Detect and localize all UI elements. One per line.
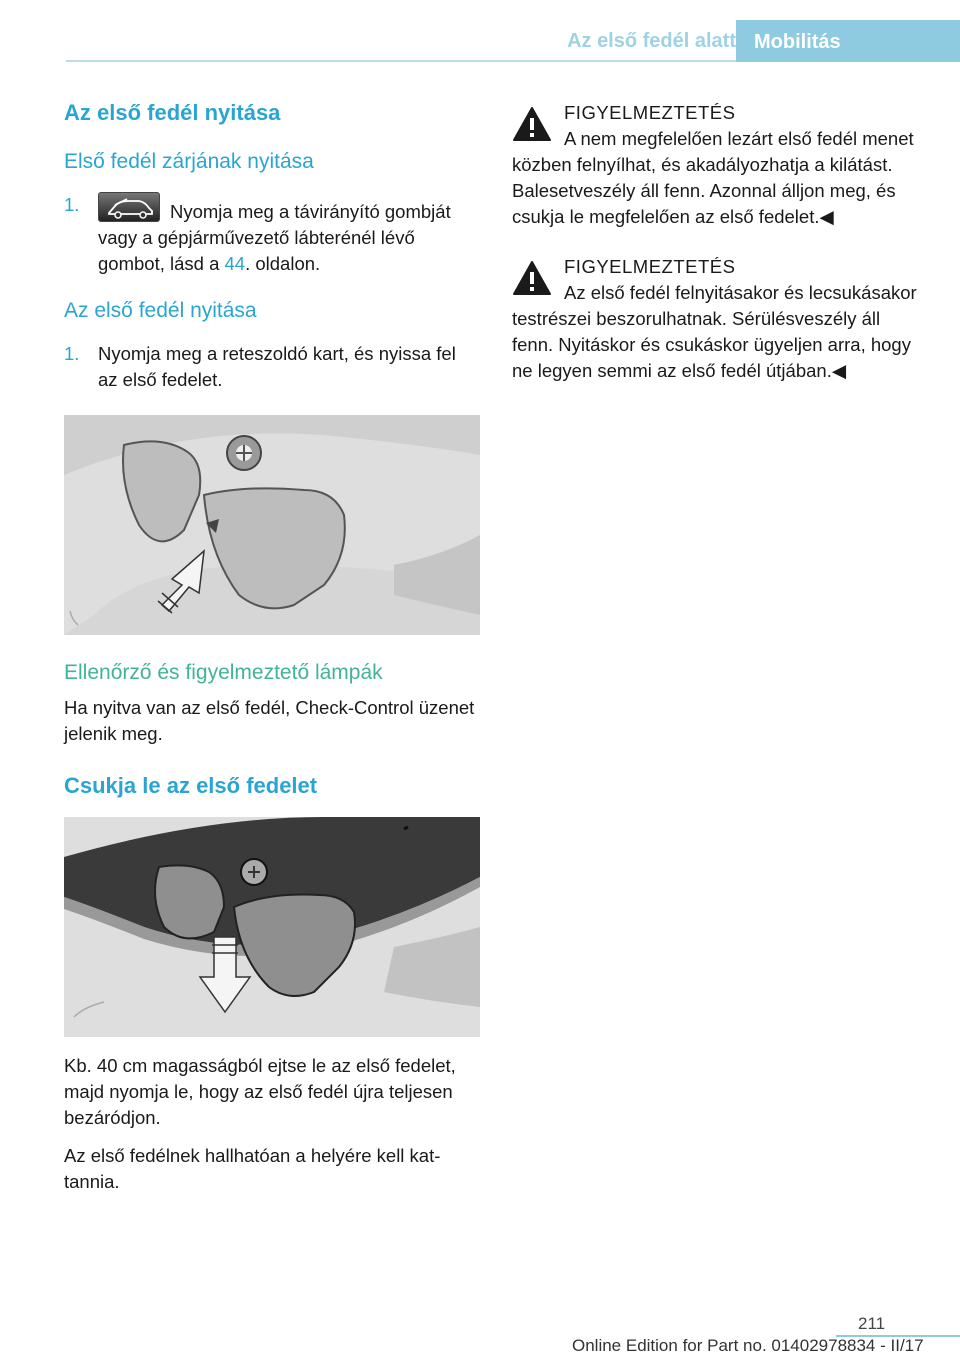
header-chapter-tab[interactable] bbox=[736, 20, 960, 62]
warning-text: A nem megfelelően lezárt első fedél menet közben felnyílhat, és akadályozhatja a kilátást. Balesetveszély áll fenn. Azonnal álljon meg, és csukja le megfelelően az első fedelet.◀ bbox=[512, 128, 914, 227]
hood-release-illustration bbox=[64, 415, 480, 635]
check-heading: Ellenőrző és figyelmeztető lámpák bbox=[64, 661, 383, 684]
open-step bbox=[64, 341, 480, 393]
warning-box bbox=[512, 254, 924, 384]
right-column bbox=[512, 100, 924, 408]
left-column bbox=[64, 100, 480, 1195]
close-text-1: Kb. 40 cm magasságból ejtse le az első fedelet, majd nyomja le, hogy az első fedél újra teljesen bezáródjon. bbox=[64, 1055, 456, 1128]
warning-text: Az első fedél felnyitásakor és lecsukásakor testrészei beszorulhatnak. Sérülésveszély áll fenn. Nyitáskor és csukáskor ügyeljen arra, hogy ne legyen semmi az első fedél útjában.◀ bbox=[512, 282, 917, 381]
open-heading: Az első fedél nyitása bbox=[64, 299, 257, 322]
lock-heading: Első fedél zárjának nyitása bbox=[64, 150, 314, 173]
page-title: Az első fedél nyitása bbox=[64, 100, 281, 125]
close-text-2: Az első fedélnek hallhatóan a helyére kell kattannia. bbox=[64, 1145, 441, 1192]
close-heading: Csukja le az első fedelet bbox=[64, 773, 318, 798]
header-section-title: Az első fedél alatt bbox=[567, 30, 736, 52]
warning-title: FIGYELMEZTETÉS bbox=[564, 102, 736, 123]
header-tab-label: Mobilitás bbox=[754, 31, 841, 53]
page-number: 211 bbox=[858, 1314, 886, 1333]
warning-title: FIGYELMEZTETÉS bbox=[564, 256, 736, 277]
edition-note: Online Edition for Part no. 01402978834 - II/17 bbox=[572, 1336, 924, 1355]
warning-triangle-icon bbox=[512, 260, 552, 296]
check-text: Ha nyitva van az első fedél, Check-Control üzenet jelenik meg. bbox=[64, 697, 475, 744]
warning-box bbox=[512, 100, 924, 230]
warning-triangle-icon bbox=[512, 106, 552, 142]
car-hood-key-icon bbox=[98, 192, 160, 222]
page-reference-link[interactable]: 44 bbox=[224, 253, 246, 274]
step-number: 1. bbox=[64, 343, 80, 364]
lock-step: 1. Nyomja meg a távirányító gombját vagy a gépjárművezető lábterénél lévő gombot, lásd a 44. oldalon. bbox=[64, 192, 480, 277]
step-number: 1. bbox=[64, 194, 80, 215]
open-step-text: Nyomja meg a reteszoldó kart, és nyissa fel az első fedelet. bbox=[98, 343, 456, 390]
hood-closing-illustration bbox=[64, 817, 480, 1037]
